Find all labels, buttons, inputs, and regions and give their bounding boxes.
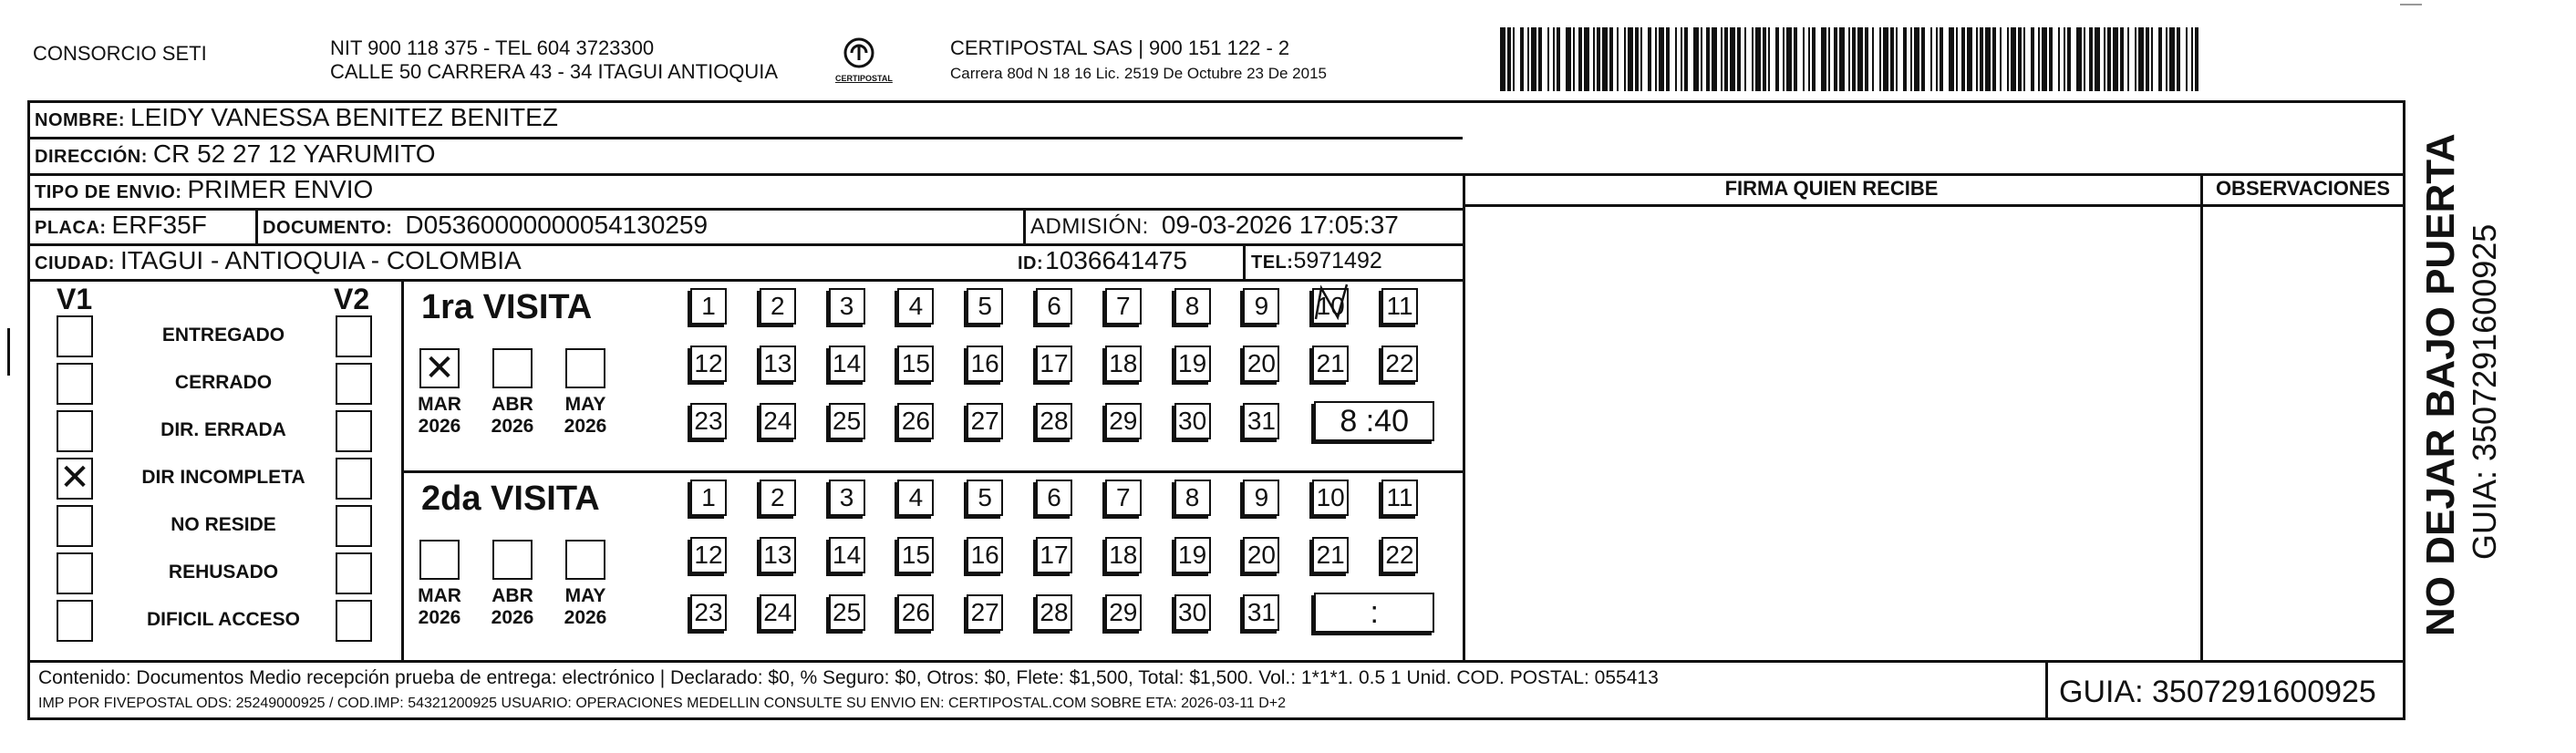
nit-line: NIT 900 118 375 - TEL 604 3723300	[330, 36, 655, 59]
barcode-bar	[1557, 27, 1560, 91]
id-value: 1036641475	[1045, 246, 1187, 274]
barcode-bar	[1786, 27, 1792, 91]
barcode-bar	[1553, 27, 1555, 91]
barcode-bar	[2011, 27, 2016, 91]
status-label: ENTREGADO	[161, 325, 285, 346]
barcode-bar	[2049, 27, 2053, 91]
barcode-bar	[1976, 27, 1978, 91]
day-box[interactable]: 23	[690, 403, 727, 439]
barcode-bar	[1675, 27, 1677, 91]
visit1-title: 1ra VISITA	[421, 288, 593, 326]
v1-header: V1	[57, 283, 93, 315]
day-box[interactable]: 29	[1105, 403, 1142, 439]
month-label	[485, 585, 540, 629]
documento-row	[263, 211, 708, 240]
barcode-bar	[2107, 27, 2111, 91]
day-box[interactable]: 8	[1174, 288, 1211, 325]
barcode-bar	[1896, 27, 1898, 91]
barcode-bar	[2166, 27, 2167, 91]
month-label	[558, 585, 613, 629]
month-name: ABR	[491, 394, 533, 415]
barcode-bar	[1721, 27, 1723, 91]
barcode-bar	[1666, 27, 1670, 91]
day-box[interactable]: 17	[1036, 346, 1072, 382]
barcode-bar	[1648, 27, 1651, 91]
no-dejar-warning: NO DEJAR BAJO PUERTA	[2418, 133, 2463, 636]
barcode-bar	[1701, 27, 1702, 91]
barcode-bar	[2007, 27, 2009, 91]
row-line	[401, 470, 1463, 473]
day-box[interactable]: 30	[1174, 594, 1211, 631]
v2-checkbox[interactable]	[336, 505, 372, 547]
barcode-bar	[1531, 27, 1536, 91]
barcode-bar	[1635, 27, 1639, 91]
day-box[interactable]: 20	[1243, 537, 1279, 573]
barcode-bar	[1513, 27, 1515, 91]
direccion-label: DIRECCIÓN:	[35, 147, 148, 167]
day-box[interactable]: 22	[1381, 537, 1418, 573]
barcode-bar	[2104, 27, 2105, 91]
month-name: MAR	[418, 394, 461, 415]
day-box[interactable]: 27	[967, 594, 1003, 631]
month-name: MAY	[564, 394, 606, 415]
day-box[interactable]: 31	[1243, 403, 1279, 439]
barcode-bar	[1538, 27, 1542, 91]
barcode-bar	[1507, 27, 1511, 91]
id-row	[1018, 246, 1187, 275]
barcode-bar	[2064, 27, 2065, 91]
day-box[interactable]: 24	[760, 594, 796, 631]
barcode-bar	[1930, 27, 1932, 91]
day-box[interactable]: 7	[1105, 288, 1142, 325]
day-box[interactable]: 16	[967, 537, 1003, 573]
day-box[interactable]: 9	[1243, 480, 1279, 516]
certipostal-logo	[832, 35, 893, 89]
v2-checkbox[interactable]	[336, 410, 372, 452]
day-box[interactable]: 27	[967, 403, 1003, 439]
day-box[interactable]: 15	[897, 346, 934, 382]
month-label	[412, 585, 467, 629]
day-box[interactable]: 3	[829, 480, 865, 516]
day-box[interactable]: 31	[1243, 594, 1279, 631]
tel-label: TEL:	[1251, 253, 1294, 273]
day-box[interactable]: 6	[1036, 480, 1072, 516]
barcode-bar	[2042, 27, 2047, 91]
barcode-bar	[1879, 27, 1881, 91]
day-box[interactable]: 9	[1243, 288, 1279, 325]
admision-label: ADMISIÓN:	[1030, 214, 1149, 239]
barcode-bar	[2191, 27, 2193, 91]
barcode-bar	[1857, 27, 1863, 91]
status-label: DIFICIL ACCESO	[146, 609, 300, 630]
v2-header: V2	[334, 283, 370, 315]
barcode-bar	[2158, 27, 2162, 91]
barcode-bar	[1812, 27, 1816, 91]
barcode-bar	[2000, 27, 2002, 91]
day-box[interactable]: 1	[690, 288, 727, 325]
ciudad-value: ITAGUI - ANTIOQUIA - COLOMBIA	[119, 246, 522, 274]
contents-line: Contenido: Documentos Medio recepción prueba de entrega: electrónico | Declarado: $0, % Seguro: $0, Otros: $0, Flete: $1,500, Total: $1,500. Vol.: 1*1*1. 0.5 1 Unid. COD. POSTAL: 055413	[38, 667, 1659, 688]
row-line	[27, 173, 2405, 176]
day-box[interactable]: 28	[1036, 403, 1072, 439]
barcode-bar	[2151, 27, 2153, 91]
placa-label: PLACA:	[35, 218, 107, 238]
barcode-bar	[1803, 27, 1805, 91]
barcode-bar	[2018, 27, 2022, 91]
barcode-bar	[2177, 27, 2180, 91]
status-label: DIR INCOMPLETA	[141, 467, 305, 488]
barcode-bar	[1956, 27, 1958, 91]
day-box[interactable]: 3	[829, 288, 865, 325]
barcode-bar	[2113, 27, 2118, 91]
barcode-bar	[1730, 27, 1735, 91]
day-box[interactable]: 22	[1381, 346, 1418, 382]
status-label: CERRADO	[174, 372, 273, 393]
admision-value: 09-03-2026 17:05:37	[1161, 211, 1399, 239]
v2-checkbox[interactable]	[336, 363, 372, 405]
documento-value: D05360000000054130259	[405, 211, 709, 239]
print-info-line: IMP POR FIVEPOSTAL ODS: 25249000925 / COD.IMP: 54321200925 USUARIO: OPERACIONES MEDELLIN CONSULTE SU ENVIO EN: CERTIPOSTAL.COM SOBRE ETA: 2026-03-11 D+2	[38, 696, 1287, 711]
logo-text: CERTIPOSTAL	[835, 74, 893, 83]
barcode-bar	[2038, 27, 2040, 91]
row-line	[27, 660, 2405, 663]
time-box[interactable]: :	[1314, 593, 1434, 633]
time-box[interactable]: 8 :40	[1314, 401, 1434, 441]
barcode-bar	[1597, 27, 1600, 91]
month-checkbox[interactable]	[492, 540, 533, 580]
barcode-bar	[2138, 27, 2144, 91]
barcode-bar	[1914, 27, 1919, 91]
day-box[interactable]: 1	[690, 480, 727, 516]
month-year: 2026	[418, 607, 461, 628]
day-box[interactable]: 15	[897, 537, 934, 573]
day-box[interactable]: 19	[1174, 537, 1211, 573]
tipo-row	[35, 175, 373, 204]
barcode-bar	[2084, 27, 2085, 91]
col-line	[1023, 208, 1026, 243]
barcode-bar	[1921, 27, 1925, 91]
placa-row	[35, 211, 207, 240]
barcode-bar	[2135, 27, 2136, 91]
side-guia: GUIA: 3507291600925	[2466, 223, 2503, 560]
barcode-bar	[2169, 27, 2175, 91]
day-box[interactable]: 4	[897, 480, 934, 516]
barcode-bar	[1763, 27, 1766, 91]
barcode-bar	[1624, 27, 1626, 91]
day-box[interactable]: 13	[760, 346, 796, 382]
col-line	[2200, 173, 2203, 660]
day-box[interactable]: 12	[690, 537, 727, 573]
visit2-title: 2da VISITA	[421, 480, 600, 518]
barcode-bar	[1821, 27, 1826, 91]
barcode-bar	[1752, 27, 1754, 91]
day-box[interactable]: 18	[1105, 346, 1142, 382]
day-box[interactable]: 16	[967, 346, 1003, 382]
day-box[interactable]: 29	[1105, 594, 1142, 631]
tipo-value: PRIMER ENVIO	[187, 175, 374, 203]
v2-checkbox[interactable]	[336, 315, 372, 357]
nombre-row	[35, 103, 558, 132]
barcode-bar	[1783, 27, 1785, 91]
barcode-bar	[2127, 27, 2129, 91]
tipo-label: TIPO DE ENVIO:	[35, 182, 182, 202]
barcode-bar	[1992, 27, 1996, 91]
ciudad-label: CIUDAD:	[35, 253, 115, 273]
row-line	[1463, 204, 2405, 207]
certipostal-license: Carrera 80d N 18 16 Lic. 2519 De Octubre 23 De 2015	[950, 65, 1327, 82]
barcode-bar	[1693, 27, 1699, 91]
day-box[interactable]: 14	[829, 537, 865, 573]
barcode-bar	[1520, 27, 1524, 91]
barcode-bar	[1940, 27, 1943, 91]
id-label: ID:	[1018, 253, 1044, 273]
day-box[interactable]: 4	[897, 288, 934, 325]
day-box[interactable]: 14	[829, 346, 865, 382]
day-box[interactable]: 5	[967, 288, 1003, 325]
v1-checkbox[interactable]	[57, 363, 93, 405]
barcode-bar	[1602, 27, 1608, 91]
barcode-bar	[1527, 27, 1529, 91]
month-checkbox[interactable]	[492, 348, 533, 388]
month-year: 2026	[491, 416, 534, 437]
documento-label: DOCUMENTO:	[263, 218, 393, 238]
barcode-bar	[1566, 27, 1571, 91]
month-label	[412, 394, 467, 438]
day-box[interactable]: 23	[690, 594, 727, 631]
month-year: 2026	[564, 416, 607, 437]
v1-checkbox[interactable]	[57, 600, 93, 642]
day-box[interactable]: 30	[1174, 403, 1211, 439]
barcode-bar	[1865, 27, 1868, 91]
barcode-bar	[2067, 27, 2071, 91]
barcode-bar	[1640, 27, 1642, 91]
barcode-bar	[1659, 27, 1664, 91]
month-name: ABR	[491, 585, 533, 606]
barcode-bar	[2120, 27, 2124, 91]
v1-checkbox[interactable]	[57, 315, 93, 357]
barcode-bar	[1609, 27, 1613, 91]
day-box[interactable]: 10	[1312, 480, 1349, 516]
status-label: DIR. ERRADA	[160, 419, 286, 440]
barcode-bar	[2031, 27, 2034, 91]
day-box[interactable]: 5	[967, 480, 1003, 516]
address-line: CALLE 50 CARRERA 43 - 34 ITAGUI ANTIOQUIA	[330, 60, 779, 83]
barcode-bar	[2089, 27, 2093, 91]
barcode-bar	[1737, 27, 1741, 91]
day-box[interactable]: 17	[1036, 537, 1072, 573]
barcode-bar	[1985, 27, 1991, 91]
day-box[interactable]: 26	[897, 403, 934, 439]
day-box[interactable]: 2	[760, 288, 796, 325]
company-name: CONSORCIO SETI	[33, 42, 207, 65]
barcode-bar	[1949, 27, 1954, 91]
barcode-bar	[1724, 27, 1728, 91]
day-mark	[1310, 283, 1350, 323]
tel-value: 5971492	[1293, 248, 1382, 273]
v2-checkbox[interactable]	[336, 552, 372, 594]
barcode-bar	[2076, 27, 2082, 91]
nombre-value: LEIDY VANESSA BENITEZ BENITEZ	[130, 103, 558, 131]
day-box[interactable]: 26	[897, 594, 934, 631]
day-box[interactable]: 21	[1312, 537, 1349, 573]
status-label: REHUSADO	[168, 562, 279, 583]
barcode-bar	[1706, 27, 1710, 91]
day-box[interactable]: 18	[1105, 537, 1142, 573]
barcode-bar	[1848, 27, 1850, 91]
direccion-value: CR 52 27 12 YARUMITO	[152, 139, 436, 168]
v1-checkbox[interactable]	[57, 505, 93, 547]
day-box[interactable]: 20	[1243, 346, 1279, 382]
margin-mark	[7, 328, 10, 376]
barcode-bar	[1890, 27, 1894, 91]
day-box[interactable]: 25	[829, 403, 865, 439]
month-checkbox[interactable]	[565, 540, 605, 580]
month-checkbox[interactable]: ✕	[419, 348, 460, 388]
nombre-label: NOMBRE:	[35, 110, 126, 130]
barcode-bar	[2023, 27, 2025, 91]
barcode-bar	[1967, 27, 1972, 91]
barcode-bar	[1852, 27, 1856, 91]
v1-checkbox[interactable]	[57, 410, 93, 452]
day-box[interactable]: 28	[1036, 594, 1072, 631]
day-box[interactable]: 2	[760, 480, 796, 516]
day-box[interactable]: 6	[1036, 288, 1072, 325]
day-box[interactable]: 7	[1105, 480, 1142, 516]
admision-row	[1030, 211, 1399, 240]
month-year: 2026	[564, 607, 607, 628]
barcode-bar	[1500, 27, 1505, 91]
barcode-bar	[1903, 27, 1907, 91]
barcode-bar	[1808, 27, 1810, 91]
day-box[interactable]: 12	[690, 346, 727, 382]
barcode-bar	[1547, 27, 1549, 91]
barcode-bar	[1883, 27, 1888, 91]
barcode-bar	[1584, 27, 1589, 91]
barcode-bar	[2095, 27, 2100, 91]
barcode-bar	[1980, 27, 1983, 91]
day-box[interactable]: 10	[1312, 288, 1349, 325]
month-checkbox[interactable]	[419, 540, 460, 580]
barcode-bar	[1573, 27, 1575, 91]
barcode-bar	[1617, 27, 1619, 91]
barcode-bar	[1910, 27, 1912, 91]
day-box[interactable]: 25	[829, 594, 865, 631]
day-box[interactable]: 19	[1174, 346, 1211, 382]
tel-row	[1251, 248, 1382, 274]
barcode-bar	[1828, 27, 1830, 91]
barcode-bar	[1768, 27, 1770, 91]
day-box[interactable]: 13	[760, 537, 796, 573]
day-box[interactable]: 24	[760, 403, 796, 439]
barcode-bar	[1936, 27, 1938, 91]
barcode-bar	[1961, 27, 1965, 91]
v2-checkbox[interactable]	[336, 600, 372, 642]
month-name: MAR	[418, 585, 461, 606]
day-box[interactable]: 11	[1381, 288, 1418, 325]
day-box[interactable]: 21	[1312, 346, 1349, 382]
barcode-bar	[1775, 27, 1779, 91]
barcode-bar	[1681, 27, 1682, 91]
barcode-bar	[1628, 27, 1633, 91]
month-label	[558, 394, 613, 438]
observaciones-header: OBSERVACIONES	[2215, 177, 2391, 200]
barcode-bar	[2195, 27, 2198, 91]
v2-checkbox[interactable]	[336, 458, 372, 500]
day-box[interactable]: 8	[1174, 480, 1211, 516]
barcode-bar	[2186, 27, 2188, 91]
barcode-bar	[2058, 27, 2060, 91]
placa-value: ERF35F	[111, 211, 207, 239]
row-line	[27, 279, 1463, 282]
v1-checkbox[interactable]	[57, 552, 93, 594]
day-box[interactable]: 11	[1381, 480, 1418, 516]
barcode-bar	[1794, 27, 1797, 91]
barcode-bar	[1578, 27, 1582, 91]
barcode-bar	[1712, 27, 1717, 91]
barcode-bar	[2146, 27, 2149, 91]
barcode-bar	[1755, 27, 1761, 91]
direccion-row	[35, 139, 436, 169]
col-line	[1243, 243, 1246, 279]
barcode-bar	[1684, 27, 1688, 91]
ciudad-row	[35, 246, 522, 275]
corner-line	[2400, 4, 2422, 5]
month-year: 2026	[491, 607, 534, 628]
barcode-bar	[1593, 27, 1595, 91]
firma-header: FIRMA QUIEN RECIBE	[1724, 177, 1939, 200]
col-line	[1463, 173, 1465, 660]
barcode-bar	[1744, 27, 1746, 91]
col-line	[255, 208, 258, 243]
barcode-bar	[1839, 27, 1845, 91]
barcode	[1500, 27, 2202, 91]
footer-guia: GUIA: 3507291600925	[2059, 675, 2376, 709]
status-label: NO RESIDE	[171, 514, 276, 535]
col-line	[401, 279, 404, 660]
barcode-bar	[1655, 27, 1657, 91]
v1-checkbox[interactable]: ✕	[57, 458, 93, 500]
barcode-bar	[1872, 27, 1874, 91]
month-label	[485, 394, 540, 438]
month-checkbox[interactable]	[565, 348, 605, 388]
certipostal-line: CERTIPOSTAL SAS | 900 151 122 - 2	[950, 36, 1290, 59]
month-year: 2026	[418, 416, 461, 437]
col-line	[2045, 660, 2048, 720]
barcode-bar	[1834, 27, 1837, 91]
month-name: MAY	[564, 585, 606, 606]
